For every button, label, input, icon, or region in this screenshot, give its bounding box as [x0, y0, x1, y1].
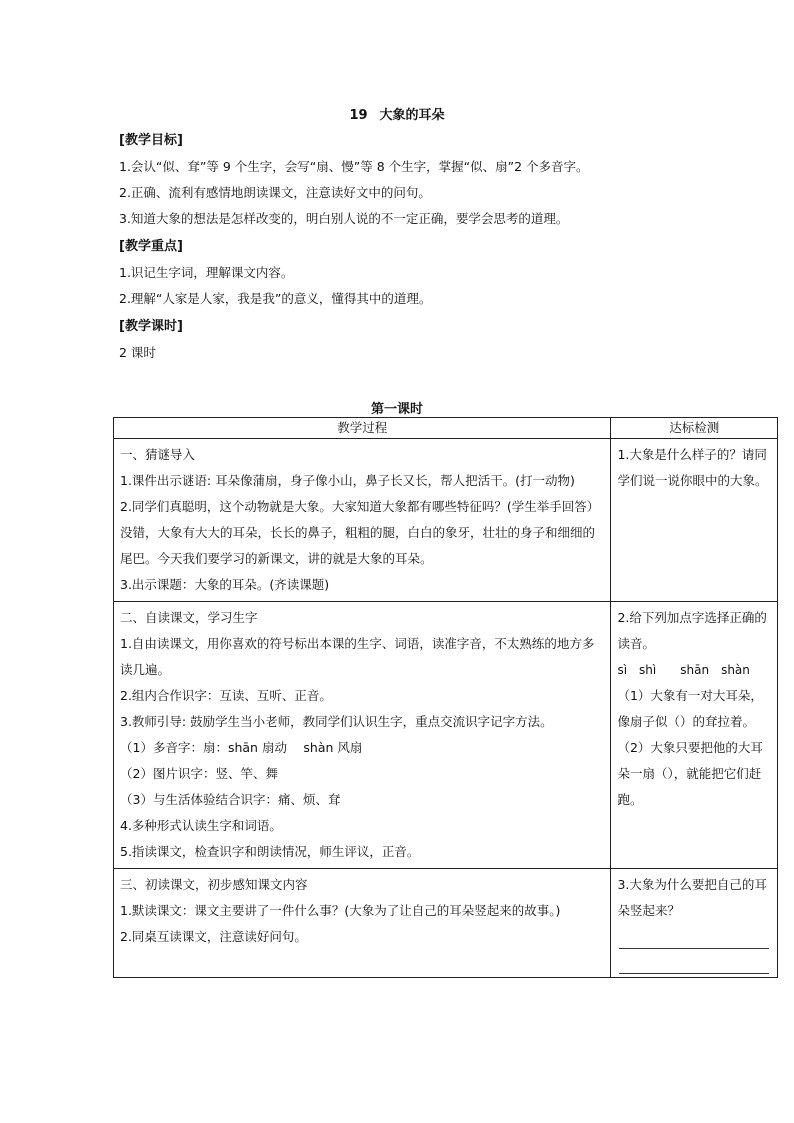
process-line: 5.指读课文，检查识字和朗读情况，师生评议，正音。	[120, 844, 420, 859]
key-points-section	[119, 234, 719, 312]
check-line: （1）大象有一对大耳朵，像扇子似（）的耷拉着。	[617, 688, 763, 729]
table-row	[114, 439, 778, 602]
hours-value: 2 课时	[119, 345, 156, 360]
objectives-heading: [教学目标]	[119, 133, 183, 148]
process-cell	[114, 869, 611, 978]
table-header-row	[114, 418, 778, 439]
process-line: （2）图片识字：竖、竿、舞	[120, 766, 278, 781]
check-cell	[611, 602, 778, 869]
process-line: 3.教师引导: 鼓励学生当小老师，教同学们认识生字，重点交流识字记字方法。	[120, 714, 553, 729]
table-row	[114, 602, 778, 869]
lesson-period-title: 第一课时	[370, 402, 423, 417]
lesson-plan-table	[113, 417, 778, 978]
key-point-item: 2.理解“人家是人家，我是我”的意义，懂得其中的道理。	[119, 291, 432, 306]
process-line: 一、猜谜导入	[120, 447, 196, 462]
check-line: 1.大象是什么样子的？请同学们说一说你眼中的大象。	[617, 447, 768, 488]
process-line: 2.同桌互读课文，注意读好问句。	[120, 929, 307, 944]
objective-item: 3.知道大象的想法是怎样改变的，明白别人说的不一定正确，要学会思考的道理。	[119, 211, 569, 226]
pinyin-options: sì shì shān shàn	[617, 663, 750, 677]
lesson-number: 19	[349, 108, 368, 123]
objective-item: 1.会认“似、耷”等 9 个生字，会写“扇、慢”等 8 个生字，掌握“似、扇”2 个多音字。	[119, 159, 589, 174]
process-cell	[114, 439, 611, 602]
hours-heading: [教学课时]	[119, 319, 183, 334]
process-line: （3）与生活体验结合识字：痛、烦、耷	[120, 792, 341, 807]
objectives-section	[119, 128, 719, 232]
process-line: 1.默读课文：课文主要讲了一件什么事？(大象为了让自己的耳朵竖起来的故事。)	[120, 903, 561, 918]
check-line: （2）大象只要把他的大耳朵一扇（），就能把它们赶跑。	[617, 740, 763, 807]
objective-item: 2.正确、流利有感情地朗读课文，注意读好文中的问句。	[119, 185, 431, 200]
check-cell	[611, 869, 778, 978]
key-point-item: 1.识记生字词，理解课文内容。	[119, 265, 294, 280]
lesson-name: 大象的耳朵	[379, 108, 445, 123]
process-line: 4.多种形式认读生字和词语。	[120, 818, 282, 833]
column-header-process: 教学过程	[114, 418, 611, 439]
answer-blank-line[interactable]	[619, 949, 769, 974]
process-line: 二、自读课文，学习生字	[120, 610, 258, 625]
document-title	[0, 104, 794, 123]
table-row	[114, 869, 778, 978]
hours-section	[119, 314, 719, 366]
process-line: 2.同学们真聪明，这个动物就是大象。大家知道大象都有哪些特征吗？(学生举手回答）没错，大象有大大的耳朵，长长的鼻子，粗粗的腿，白白的象牙，壮壮的身子和细细的尾巴。今天我们要学习的新课文，讲的就是大象的耳朵。	[120, 499, 600, 566]
check-cell	[611, 439, 778, 602]
column-header-check: 达标检测	[611, 418, 778, 439]
key-points-heading: [教学重点]	[119, 239, 183, 254]
process-line: 2.组内合作识字：互读、互听、正音。	[120, 688, 332, 703]
process-line: 3.出示课题：大象的耳朵。(齐读课题)	[120, 577, 330, 592]
check-line: 3.大象为什么要把自己的耳朵竖起来？	[617, 877, 767, 918]
process-line: 1.自由读课文，用你喜欢的符号标出本课的生字、词语，读准字音，不太熟练的地方多读几遍。	[120, 636, 595, 677]
answer-blank-line[interactable]	[619, 924, 769, 949]
process-line: 三、初读课文，初步感知课文内容	[120, 877, 308, 892]
process-line: （1）多音字：扇：shān 扇动 shàn 风扇	[120, 740, 363, 755]
process-cell	[114, 602, 611, 869]
check-line: 2.给下列加点字选择正确的读音。	[617, 610, 767, 651]
process-line: 1.课件出示谜语: 耳朵像蒲扇，身子像小山，鼻子长又长，帮人把活干。(打一动物)	[120, 473, 575, 488]
